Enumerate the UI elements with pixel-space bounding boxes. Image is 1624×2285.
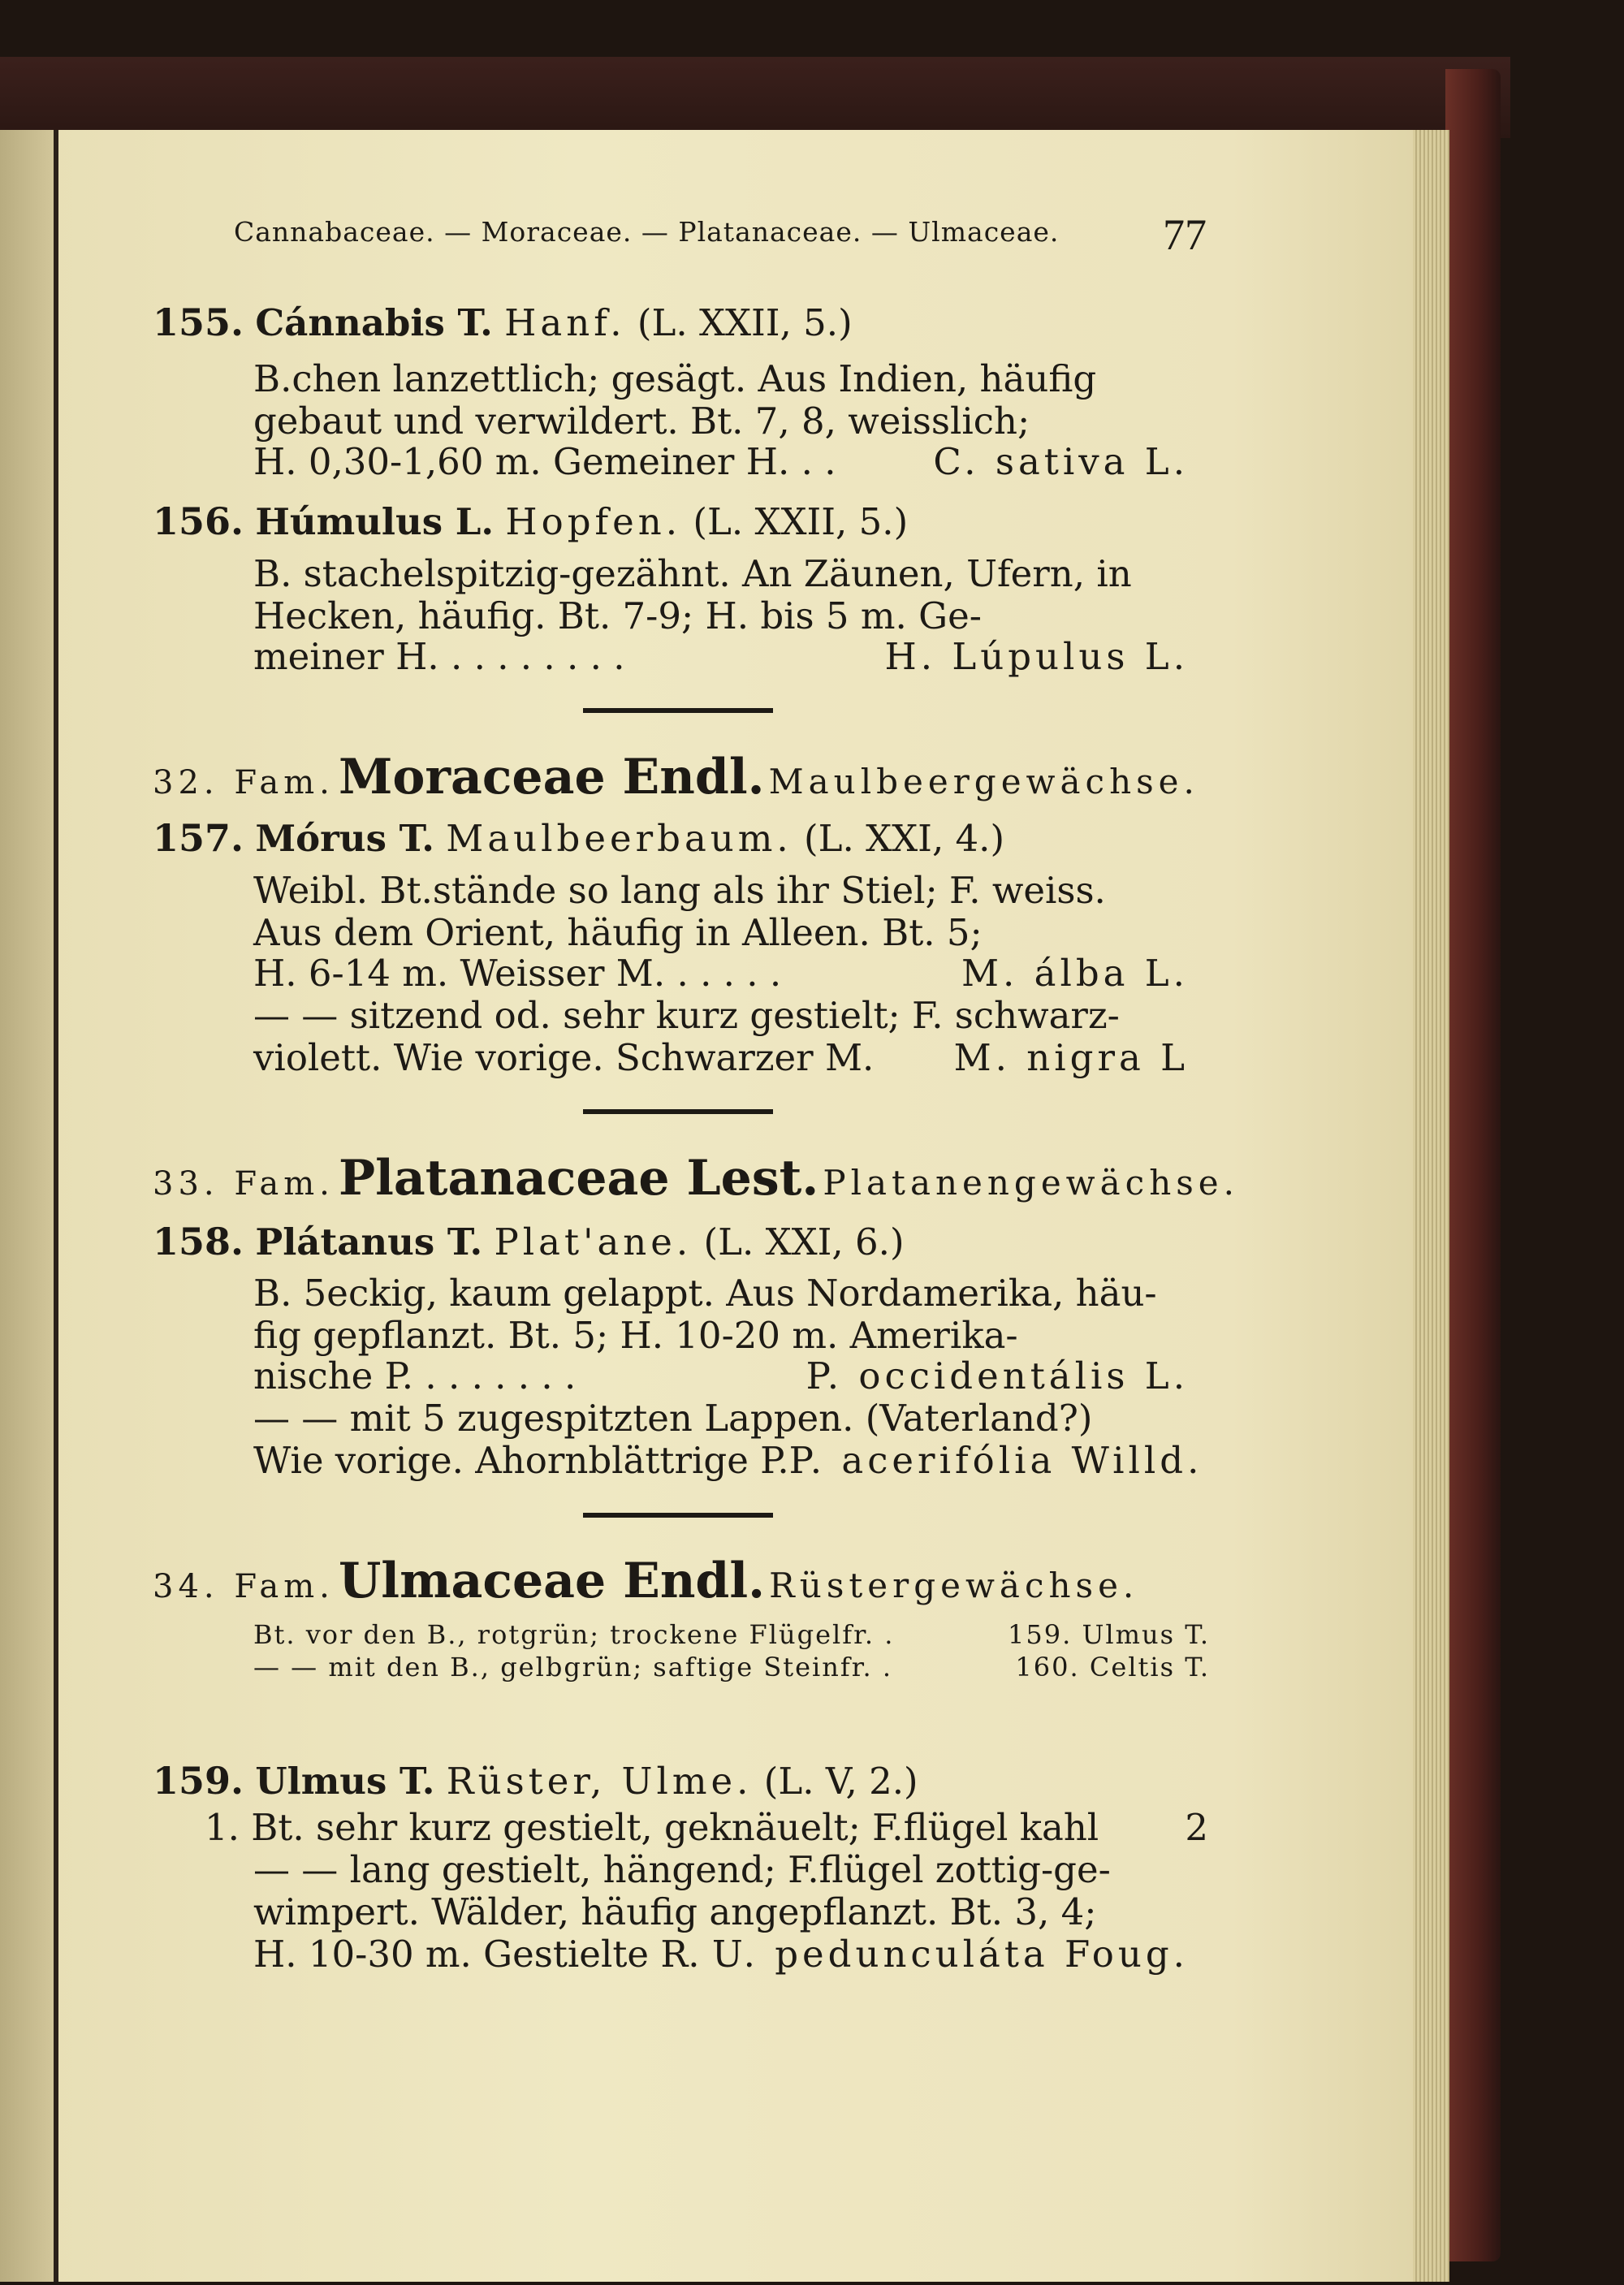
page-number: 77 [1163, 210, 1207, 259]
entry-157-heading [153, 816, 1004, 860]
family-33-heading [153, 1150, 1239, 1207]
common-name: Maulbeerbaum. [446, 817, 793, 860]
entry-number: 158. [153, 1220, 244, 1263]
family-name: Moraceae Endl. [338, 749, 765, 806]
species-name: M. nigra L [953, 1036, 1189, 1079]
facing-page-strip [0, 130, 54, 2282]
linnaean-ref: (L. XXI, 6.) [703, 1220, 905, 1263]
genus-name: Cánnabis T. [255, 301, 493, 344]
book-cover-edge [1445, 69, 1501, 2261]
entry-159-line-2: — — lang gestielt, hängend; F.flügel zottig-ge- [253, 1848, 1111, 1891]
entry-155-line-2: gebaut und verwildert. Bt. 7, 8, weisslich; [253, 400, 1030, 443]
entry-155-heading [153, 300, 853, 344]
text-segment: H. 10-30 m. Gestielte R. [253, 1933, 700, 1976]
entry-155-line-3 [253, 440, 1189, 483]
entry-158-heading [153, 1220, 905, 1263]
entry-number: 159. [153, 1759, 244, 1803]
genus-name: Húmulus L. [255, 500, 495, 543]
entry-158-line-1: B. 5eckig, kaum gelappt. Aus Nordamerika, häu- [253, 1272, 1157, 1315]
entry-159-line-4 [253, 1933, 1189, 1976]
text-segment: meiner H. . . . . . . . . [253, 635, 625, 678]
entry-159-line-3: wimpert. Wälder, häufig angepflanzt. Bt. 3, 4; [253, 1890, 1097, 1933]
entry-157-line-1: Weibl. Bt.stände so lang als ihr Stiel; F. weiss. [253, 869, 1106, 912]
linnaean-ref: (L. XXII, 5.) [693, 500, 909, 543]
family-number: 33. Fam. [153, 1165, 335, 1203]
family-common-name: Platanengewächse. [823, 1163, 1239, 1203]
species-name: C. sativa L. [933, 440, 1189, 483]
text-segment: violett. Wie vorige. Schwarzer M. [253, 1036, 875, 1079]
common-name: Hanf. [504, 301, 626, 344]
entry-158-line-3 [253, 1354, 1189, 1397]
entry-159-line-1 [205, 1806, 1208, 1849]
entry-156-heading [153, 499, 908, 543]
text-segment: H. 0,30-1,60 m. Gemeiner H. . . [253, 440, 836, 483]
genus-name: Plátanus T. [255, 1220, 483, 1263]
entry-158-line-2: fig gepflanzt. Bt. 5; H. 10-20 m. Amerika- [253, 1314, 1018, 1357]
entry-157-line-2: Aus dem Orient, häufig in Alleen. Bt. 5; [253, 911, 983, 954]
key-target: 160. Celtis T. [1015, 1652, 1210, 1682]
text-segment: nische P. . . . . . . . [253, 1354, 577, 1397]
entry-156-line-1: B. stachelspitzig-gezähnt. An Zäunen, Ufern, in [253, 552, 1132, 595]
page-stack-edge [1413, 130, 1449, 2282]
entry-number: 156. [153, 499, 244, 543]
key-text: — — mit den B., gelbgrün; saftige Steinfr. . [253, 1652, 893, 1682]
genus-name: Mórus T. [255, 817, 434, 860]
species-name: U. pedunculáta Foug. [711, 1933, 1189, 1976]
entry-158-line-4: — — mit 5 zugespitzten Lappen. (Vaterland?) [253, 1397, 1093, 1440]
book-gutter [54, 130, 58, 2282]
family-number: 32. Fam. [153, 764, 335, 801]
family-name: Ulmaceae Endl. [338, 1553, 766, 1609]
key-line-2 [253, 1652, 1210, 1682]
entry-number: 155. [153, 300, 244, 344]
linnaean-ref: (L. V, 2.) [763, 1760, 918, 1803]
entry-156-line-3 [253, 635, 1189, 678]
linnaean-ref: (L. XXII, 5.) [637, 301, 853, 344]
family-32-heading [153, 749, 1199, 806]
linnaean-ref: (L. XXI, 4.) [804, 817, 1005, 860]
entry-157-line-3 [253, 952, 1189, 995]
family-34-heading [153, 1553, 1138, 1609]
running-title: Cannabaceae. — Moraceae. — Platanaceae. — Ulmaceae. [234, 216, 1060, 248]
entry-156-line-2: Hecken, häufig. Bt. 7-9; H. bis 5 m. Ge- [253, 594, 982, 637]
entry-157-line-5 [253, 1036, 1189, 1079]
species-name: M. álba L. [961, 952, 1189, 995]
entry-158-line-5 [253, 1439, 1203, 1482]
family-name: Platanaceae Lest. [338, 1150, 819, 1207]
family-common-name: Maulbeergewächse. [768, 762, 1199, 801]
key-text: Bt. vor den B., rotgrün; trockene Flügelfr. . [253, 1619, 895, 1650]
section-rule [583, 1109, 773, 1114]
section-rule [583, 708, 773, 713]
common-name: Hopfen. [505, 500, 682, 543]
species-name: P. acerifólia Willd. [788, 1439, 1203, 1482]
common-name: Rüster, Ulme. [446, 1760, 753, 1803]
entry-number: 157. [153, 816, 244, 860]
genus-name: Ulmus T. [255, 1760, 435, 1803]
key-line-1 [253, 1619, 1210, 1650]
entry-157-line-4: — — sitzend od. sehr kurz gestielt; F. schwarz- [253, 994, 1120, 1037]
key-target: 159. Ulmus T. [1008, 1619, 1210, 1650]
family-number: 34. Fam. [153, 1568, 335, 1605]
common-name: Plat'ane. [494, 1220, 693, 1263]
key-target: 2 [1185, 1806, 1208, 1849]
entry-159-heading [153, 1759, 918, 1803]
text-segment: 1. Bt. sehr kurz gestielt, geknäuelt; F.flügel kahl [205, 1806, 1099, 1849]
text-segment: H. 6-14 m. Weisser M. . . . . . [253, 952, 782, 995]
book-edge-top [0, 57, 1510, 138]
entry-155-line-1: B.chen lanzettlich; gesägt. Aus Indien, häufig [253, 357, 1097, 400]
species-name: P. occidentális L. [806, 1354, 1189, 1397]
section-rule [583, 1513, 773, 1518]
text-segment: Wie vorige. Ahornblättrige P. [253, 1439, 789, 1482]
species-name: H. Lúpulus L. [884, 635, 1189, 678]
family-common-name: Rüstergewächse. [769, 1566, 1139, 1605]
